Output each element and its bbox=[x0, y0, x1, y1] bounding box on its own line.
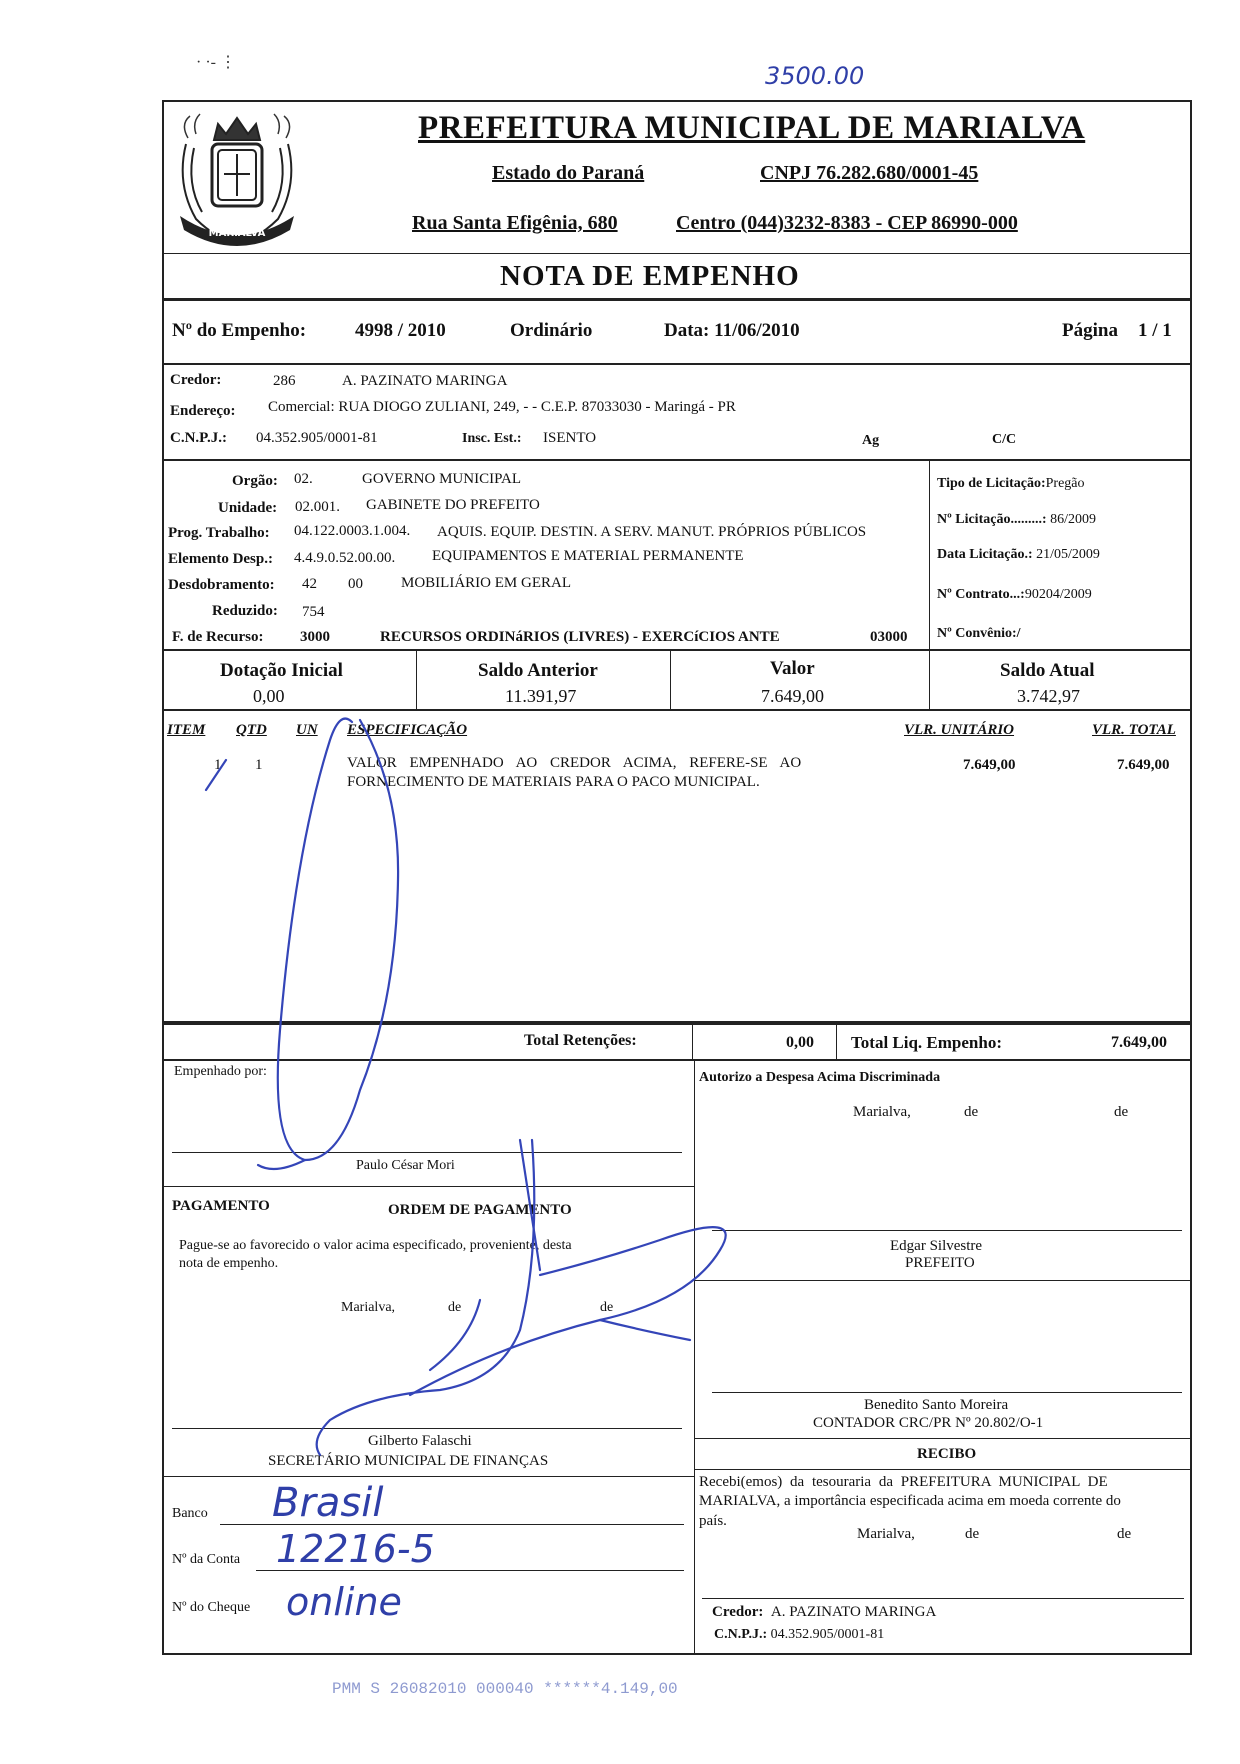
desd-code2: 00 bbox=[348, 576, 363, 592]
elem-desc: EQUIPAMENTOS E MATERIAL PERMANENTE bbox=[432, 548, 744, 564]
reduzido-value: 754 bbox=[302, 604, 325, 620]
contrato-value: 90204/2009 bbox=[1024, 587, 1092, 602]
recibo-city: Marialva, bbox=[857, 1526, 915, 1542]
secretario-role: SECRETÁRIO MUNICIPAL DE FINANÇAS bbox=[268, 1453, 549, 1469]
unidade-name: GABINETE DO PREFEITO bbox=[366, 497, 540, 513]
liquido-value: 7.649,00 bbox=[1111, 1034, 1167, 1051]
saldo-label-atual: Saldo Atual bbox=[1000, 660, 1095, 681]
header-cnpj: CNPJ 76.282.680/0001-45 bbox=[760, 162, 979, 184]
saldo-label-dotacao: Dotação Inicial bbox=[220, 660, 343, 681]
item-desc-line1: VALOR EMPENHADO AO CREDOR ACIMA, REFERE-SE AO bbox=[347, 755, 802, 771]
page-title: PREFEITURA MUNICIPAL DE MARIALVA bbox=[418, 110, 1086, 146]
recibo-text3: país. bbox=[699, 1513, 727, 1529]
cheque-handwritten: online bbox=[286, 1580, 402, 1624]
autorizo-label: Autorizo a Despesa Acima Discriminada bbox=[699, 1070, 941, 1085]
empenhado-name: Paulo César Mori bbox=[356, 1158, 455, 1173]
empenho-label: Nº do Empenho: bbox=[172, 320, 307, 341]
recibo-credor bbox=[712, 1604, 936, 1621]
header-address: Rua Santa Efigênia, 680 bbox=[412, 212, 618, 234]
handwritten-amount: 3500.00 bbox=[765, 62, 865, 90]
pagamento-city: Marialva, bbox=[341, 1300, 396, 1315]
contrato-label: Nº Contrato...: bbox=[937, 587, 1025, 602]
col-unit: VLR. UNITÁRIO bbox=[904, 722, 1015, 738]
cc-label: C/C bbox=[992, 432, 1017, 447]
col-total: VLR. TOTAL bbox=[1092, 722, 1176, 738]
col-un: UN bbox=[296, 722, 318, 738]
num-licitacao-label: Nº Licitação.........: bbox=[937, 512, 1047, 527]
recibo-credor-name: A. PAZINATO MARINGA bbox=[770, 1604, 937, 1620]
recibo-cnpj-value: 04.352.905/0001-81 bbox=[770, 1627, 885, 1642]
tipo-licitacao-label: Tipo de Licitação: bbox=[937, 476, 1046, 491]
pagamento-text2: nota de empenho. bbox=[179, 1256, 279, 1271]
recurso-label: F. de Recurso: bbox=[172, 629, 264, 645]
header-phone-cep: Centro (044)3232-8383 - CEP 86990-000 bbox=[676, 212, 1018, 234]
autorizo-de1: de bbox=[964, 1104, 979, 1120]
credor-code: 286 bbox=[273, 373, 296, 389]
unidade-code: 02.001. bbox=[295, 499, 340, 515]
elem-code: 4.4.9.0.52.00.00. bbox=[294, 550, 396, 566]
pagamento-text1: Pague-se ao favorecido o valor acima especificado, proveniente, desta bbox=[179, 1238, 572, 1253]
recibo-de1: de bbox=[965, 1526, 980, 1542]
prog-code: 04.122.0003.1.004. bbox=[294, 523, 411, 539]
credor-cnpj: 04.352.905/0001-81 bbox=[256, 430, 378, 446]
retencoes-value: 0,00 bbox=[786, 1034, 814, 1051]
saldo-value-dotacao: 0,00 bbox=[253, 686, 285, 706]
autorizo-de2: de bbox=[1114, 1104, 1129, 1120]
saldo-label-anterior: Saldo Anterior bbox=[478, 660, 598, 681]
prefeito-role: PREFEITO bbox=[905, 1255, 975, 1271]
recurso-code2: 03000 bbox=[870, 629, 908, 645]
saldo-value-anterior: 11.391,97 bbox=[505, 686, 577, 706]
reduzido-label: Reduzido: bbox=[212, 603, 278, 619]
empenho-type: Ordinário bbox=[510, 320, 593, 341]
page-number: 1 / 1 bbox=[1138, 320, 1172, 341]
col-espec: ESPECIFICAÇÃO bbox=[347, 722, 468, 738]
coat-of-arms-seal bbox=[166, 104, 308, 250]
cnpj-label: C.N.P.J.: bbox=[170, 430, 227, 446]
insc-label: Insc. Est.: bbox=[462, 431, 522, 446]
data-licitacao-value: 21/05/2009 bbox=[1036, 547, 1100, 562]
secretario-name: Gilberto Falaschi bbox=[368, 1433, 472, 1449]
seal-text: MARIALVA bbox=[208, 228, 266, 239]
empenhado-label: Empenhado por: bbox=[174, 1064, 267, 1079]
item-unit-value: 7.649,00 bbox=[963, 757, 1016, 773]
payment-stamp: PMM S 26082010 000040 ******4.149,00 bbox=[332, 1680, 678, 1698]
desd-desc: MOBILIÁRIO EM GERAL bbox=[401, 575, 571, 591]
page-label: Página bbox=[1062, 320, 1118, 341]
convenio-label: Nº Convênio:/ bbox=[937, 626, 1021, 641]
recibo-cnpj bbox=[714, 1627, 884, 1643]
orgao-name: GOVERNO MUNICIPAL bbox=[362, 471, 522, 487]
credor-label: Credor: bbox=[170, 372, 222, 388]
recurso-desc: RECURSOS ORDINáRIOS (LIVRES) - EXERCíCIOS ANTE bbox=[380, 629, 780, 645]
saldo-value-valor: 7.649,00 bbox=[761, 686, 824, 706]
num-licitacao bbox=[937, 512, 1096, 528]
pagamento-de2: de bbox=[600, 1300, 614, 1315]
banco-handwritten: Brasil bbox=[272, 1480, 384, 1526]
prog-label: Prog. Trabalho: bbox=[168, 525, 270, 541]
retencoes-label: Total Retenções: bbox=[524, 1032, 637, 1049]
orgao-code: 02. bbox=[294, 471, 313, 487]
pagamento-label: PAGAMENTO bbox=[172, 1198, 270, 1214]
recibo-credor-label: Credor: bbox=[712, 1604, 764, 1620]
insc-value: ISENTO bbox=[543, 430, 597, 446]
elem-label: Elemento Desp.: bbox=[168, 551, 273, 567]
item-total-value: 7.649,00 bbox=[1117, 757, 1170, 773]
unidade-label: Unidade: bbox=[218, 500, 278, 516]
doc-title: NOTA DE EMPENHO bbox=[500, 260, 800, 292]
data-licitacao bbox=[937, 547, 1100, 563]
empenho-date: Data: 11/06/2010 bbox=[664, 320, 800, 341]
totals-box bbox=[162, 1023, 1192, 1061]
col-qtd: QTD bbox=[236, 722, 267, 738]
saldo-label-valor: Valor bbox=[770, 658, 815, 679]
data-licitacao-label: Data Licitação.: bbox=[937, 547, 1033, 562]
contador-name: Benedito Santo Moreira bbox=[864, 1397, 1009, 1413]
orgao-label: Orgão: bbox=[232, 473, 278, 489]
prefeito-name: Edgar Silvestre bbox=[890, 1238, 983, 1254]
recurso-code: 3000 bbox=[300, 629, 330, 645]
num-licitacao-value: 86/2009 bbox=[1050, 512, 1096, 527]
autorizo-city: Marialva, bbox=[853, 1104, 911, 1120]
recibo-text1: Recebi(emos) da tesouraria da PREFEITURA MUNICIPAL DE bbox=[699, 1474, 1108, 1490]
conta-handwritten: 12216-5 bbox=[276, 1527, 435, 1571]
scan-mark: · ·- ⋮ bbox=[196, 54, 236, 71]
liquido-label: Total Liq. Empenho: bbox=[851, 1033, 1002, 1052]
credor-address: Comercial: RUA DIOGO ZULIANI, 249, - - C.E.P. 87033030 - Maringá - PR bbox=[268, 399, 736, 415]
address-label: Endereço: bbox=[170, 403, 236, 419]
prog-desc: AQUIS. EQUIP. DESTIN. A SERV. MANUT. PRÓPRIOS PÚBLICOS bbox=[437, 524, 867, 540]
recibo-de2: de bbox=[1117, 1526, 1132, 1542]
item-number: 1 bbox=[214, 757, 222, 773]
recibo-cnpj-label: C.N.P.J.: bbox=[714, 1627, 768, 1642]
desd-code1: 42 bbox=[302, 576, 317, 592]
ordem-pagamento: ORDEM DE PAGAMENTO bbox=[388, 1202, 572, 1218]
header-state: Estado do Paraná bbox=[492, 162, 645, 184]
tipo-licitacao-value: Pregão bbox=[1045, 476, 1085, 491]
recibo-text2: MARIALVA, a importância especificada acima em moeda corrente do bbox=[699, 1493, 1121, 1509]
credor-name: A. PAZINATO MARINGA bbox=[342, 373, 508, 389]
saldo-value-atual: 3.742,97 bbox=[1017, 686, 1080, 706]
cheque-label: Nº do Cheque bbox=[172, 1600, 251, 1615]
desd-label: Desdobramento: bbox=[168, 577, 275, 593]
banco-label: Banco bbox=[172, 1506, 208, 1521]
item-desc-line2: FORNECIMENTO DE MATERIAIS PARA O PACO MUNICIPAL. bbox=[347, 774, 760, 790]
contador-role: CONTADOR CRC/PR Nº 20.802/O-1 bbox=[813, 1415, 1044, 1431]
conta-label: Nº da Conta bbox=[172, 1552, 241, 1567]
item-qtd: 1 bbox=[255, 757, 263, 773]
tipo-licitacao bbox=[937, 476, 1085, 492]
contrato bbox=[937, 587, 1092, 603]
recibo-title: RECIBO bbox=[917, 1446, 977, 1462]
ag-label: Ag bbox=[862, 433, 880, 448]
col-item: ITEM bbox=[167, 722, 206, 738]
empenho-number: 4998 / 2010 bbox=[355, 320, 446, 341]
pagamento-de1: de bbox=[448, 1300, 462, 1315]
